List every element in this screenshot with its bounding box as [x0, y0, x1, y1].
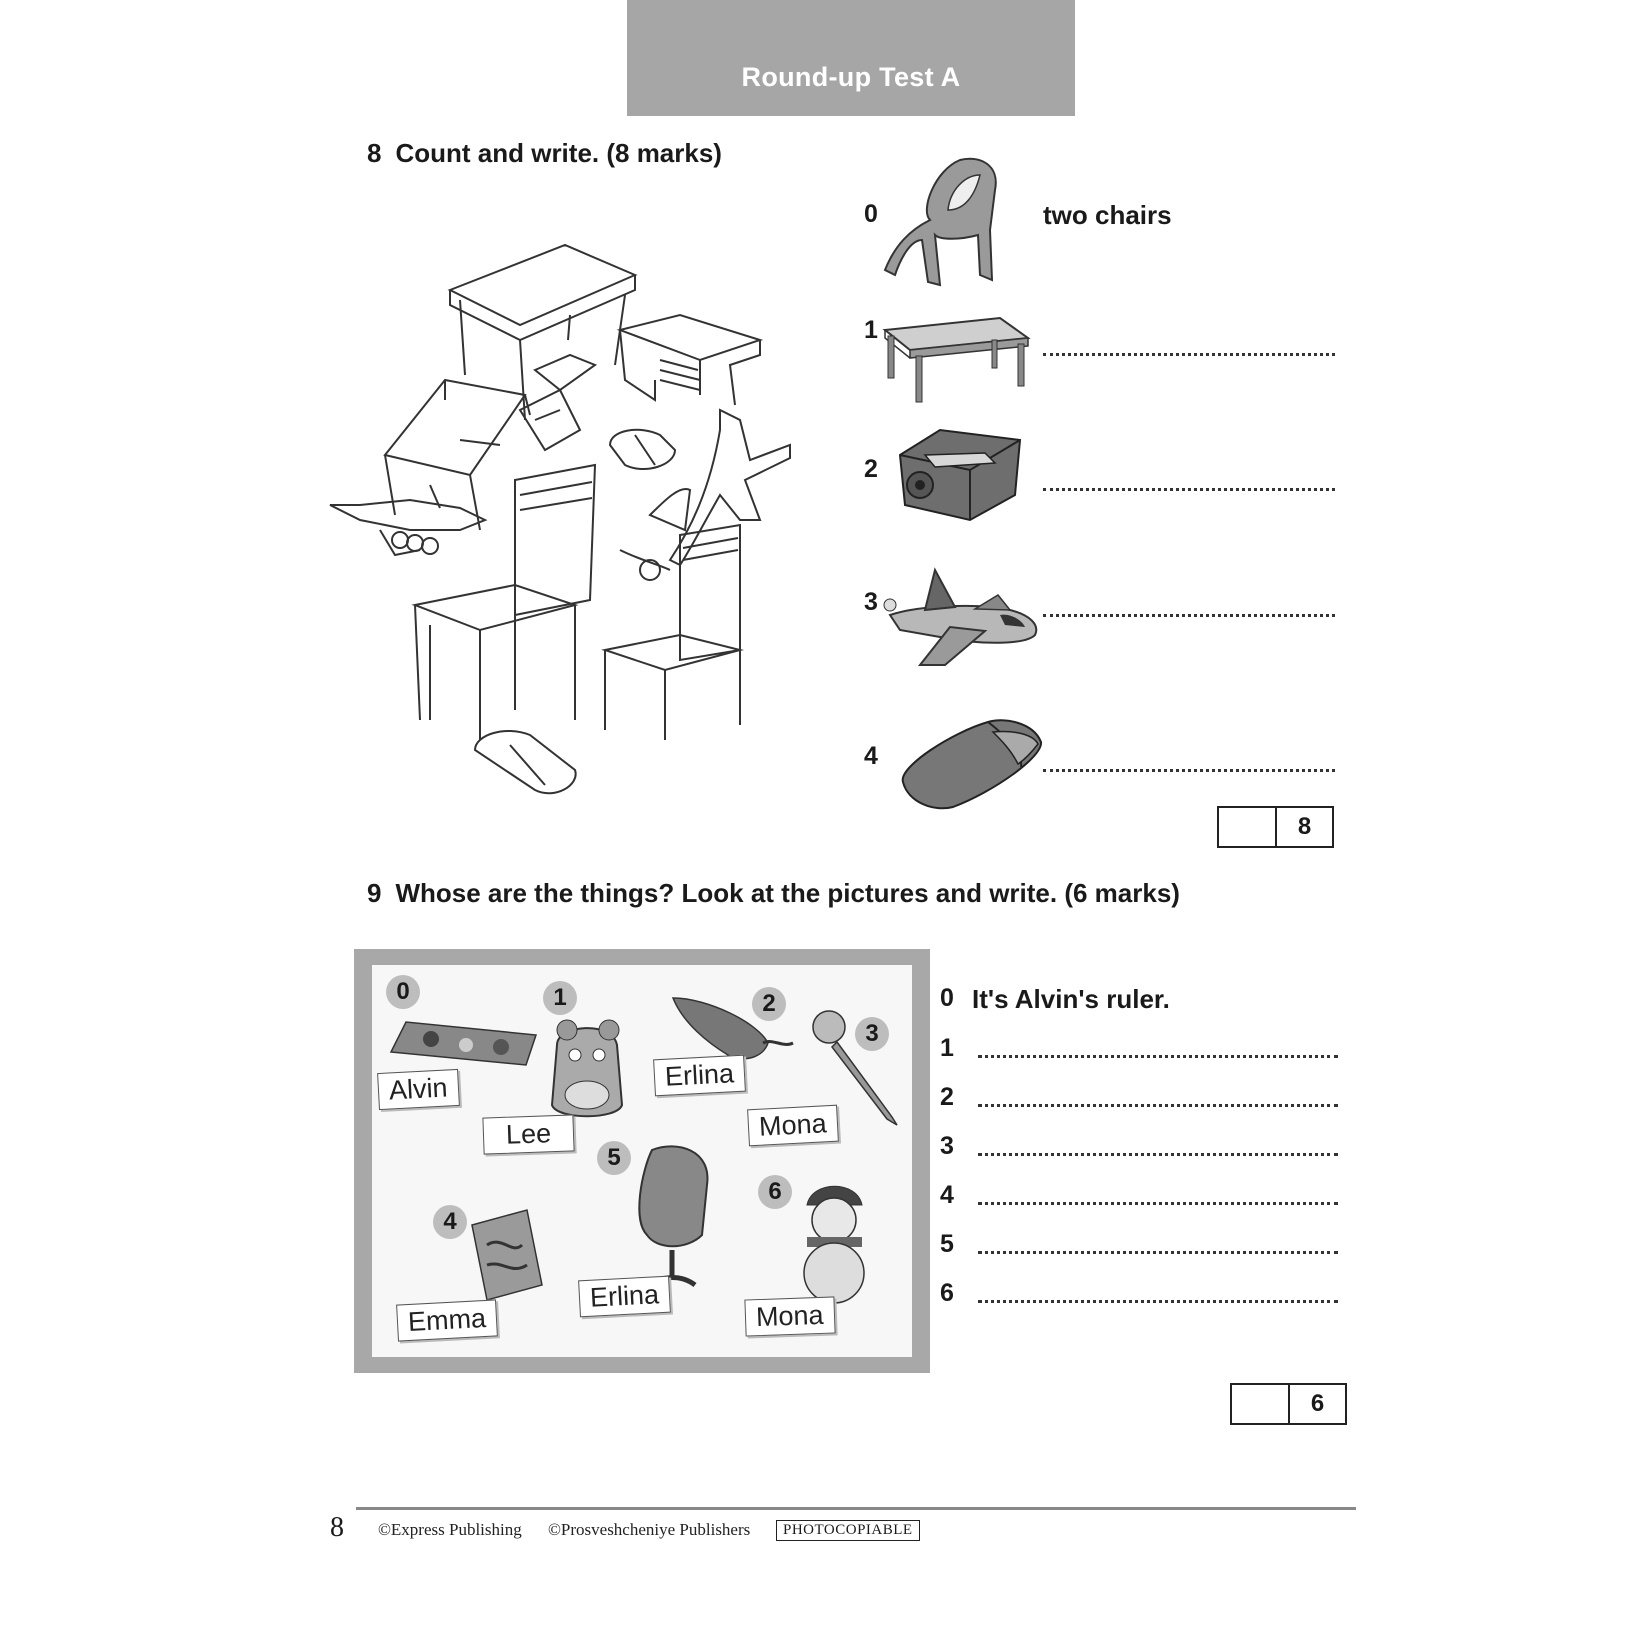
photocopiable-badge: PHOTOCOPIABLE	[776, 1520, 920, 1541]
task9-line-1-number: 1	[940, 1034, 954, 1062]
task9-line-2-number: 2	[940, 1083, 954, 1111]
jumbled-objects-picture	[320, 230, 820, 850]
jumble-eraser-2	[610, 430, 675, 469]
task8-item-1-answer-line[interactable]	[1043, 351, 1335, 356]
task8-item-0-answer: two chairs	[1043, 200, 1172, 230]
task8-score-blank[interactable]	[1219, 808, 1277, 846]
jumble-chair-big	[415, 465, 595, 740]
name-tag-mona-2: Mona	[744, 1296, 835, 1336]
jumble-desk	[620, 315, 760, 405]
task9-line-6-number: 6	[940, 1279, 954, 1307]
sharpener-icon	[895, 425, 1025, 525]
armchair-picture	[627, 1140, 722, 1300]
jumble-table	[450, 245, 635, 420]
task9-line-5-number: 5	[940, 1230, 954, 1258]
picture-number-5: 5	[597, 1141, 631, 1175]
task9-score-blank[interactable]	[1232, 1385, 1290, 1423]
footer-publisher-2: ©Prosveshcheniye Publishers	[548, 1520, 751, 1539]
task8-score-box	[1217, 806, 1334, 848]
picture-number-2: 2	[752, 987, 786, 1021]
task9-line-3-number: 3	[940, 1132, 954, 1160]
jumble-plane-big	[620, 410, 790, 570]
picture-number-3: 3	[855, 1017, 889, 1051]
task9-line-1-answer-line[interactable]	[978, 1053, 1338, 1058]
snowman-picture	[782, 1175, 882, 1305]
page-title: Round-up Test A	[741, 62, 961, 92]
task9-score-box	[1230, 1383, 1347, 1425]
task9-line-2-answer-line[interactable]	[978, 1102, 1338, 1107]
footer-rule	[356, 1507, 1356, 1510]
jumble-eraser-3	[475, 731, 576, 793]
picture-number-0: 0	[386, 975, 420, 1009]
task9-line-0-number: 0	[940, 984, 954, 1012]
task8-item-3-number: 3	[864, 588, 878, 616]
owners-picture-frame	[354, 949, 930, 1373]
task8-title: 8 Count and write. (8 marks)	[367, 138, 722, 168]
chair-icon	[880, 150, 1010, 285]
task8-item-0-number: 0	[864, 200, 878, 228]
name-tag-erlina-1: Erlina	[653, 1055, 746, 1097]
eraser-icon	[893, 712, 1043, 812]
picture-number-6: 6	[758, 1175, 792, 1209]
name-tag-mona-1: Mona	[747, 1105, 838, 1147]
task8-item-1-number: 1	[864, 316, 878, 344]
task9-line-0-answer: It's Alvin's ruler.	[972, 984, 1170, 1014]
task9-score-max: 6	[1310, 1390, 1325, 1417]
task8-item-2-answer-line[interactable]	[1043, 486, 1335, 491]
ruler-picture	[386, 1017, 536, 1067]
picture-number-1: 1	[543, 981, 577, 1015]
table-icon	[880, 310, 1030, 405]
notebook-picture	[467, 1205, 547, 1305]
plane-icon	[880, 565, 1045, 670]
owners-picture	[372, 965, 912, 1357]
jumble-eraser-1	[535, 355, 595, 390]
page-number: 8	[330, 1512, 344, 1543]
footer-publisher-1: ©Express Publishing	[378, 1520, 522, 1539]
task9-line-4-answer-line[interactable]	[978, 1200, 1338, 1205]
task9-line-5-answer-line[interactable]	[978, 1249, 1338, 1254]
task8-item-4-number: 4	[864, 742, 878, 770]
task8-item-3-answer-line[interactable]	[1043, 612, 1335, 617]
name-tag-erlina-2: Erlina	[578, 1276, 671, 1318]
task9-line-3-answer-line[interactable]	[978, 1151, 1338, 1156]
name-tag-emma: Emma	[396, 1299, 498, 1341]
task9-title: 9 Whose are the things? Look at the pictures and write. (6 marks)	[367, 878, 1180, 908]
task8-item-2-number: 2	[864, 455, 878, 483]
task9-line-6-answer-line[interactable]	[978, 1298, 1338, 1303]
name-tag-alvin: Alvin	[377, 1069, 459, 1110]
header-tab	[627, 0, 1075, 116]
task9-line-4-number: 4	[940, 1181, 954, 1209]
picture-number-4: 4	[433, 1205, 467, 1239]
task8-item-4-answer-line[interactable]	[1043, 767, 1335, 772]
name-tag-lee: Lee	[482, 1114, 574, 1154]
backpack-picture	[537, 1015, 637, 1125]
task8-score-max: 8	[1297, 813, 1312, 840]
jumble-sharpener	[520, 390, 580, 450]
